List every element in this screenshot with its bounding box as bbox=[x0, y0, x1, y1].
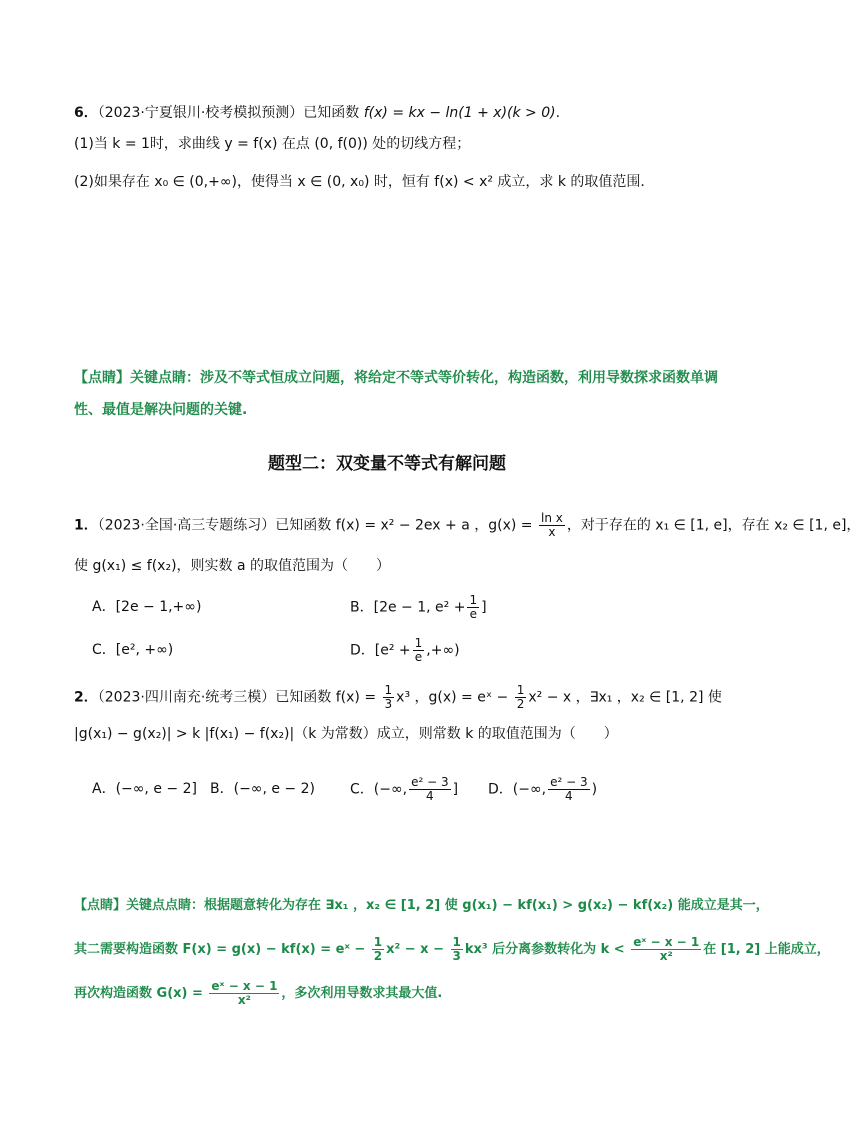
q2-source: （2023·四川南充·统考三模） bbox=[97, 689, 276, 706]
note1-line1: 【点睛】关键点睛：涉及不等式恒成立问题，将给定不等式等价转化，构造函数，利用导数探求函数单调 bbox=[74, 370, 718, 386]
q1-option-d[interactable]: D．[e² + $\frac{1}{e}$ ,+∞) bbox=[350, 636, 460, 664]
q1-source: （2023·全国·高三专题练习） bbox=[97, 517, 276, 534]
q2-line2: |g(x₁) − g(x₂)| > k |f(x₁) − f(x₂)|（k 为常数）成立，则常数 k 的取值范围为（ ） bbox=[74, 726, 618, 742]
note2-line2: 其二需要构造函数 F(x) = g(x) − kf(x) = eˣ − $\frac{1}{2}$ x² − x − $\frac{1}{3}$ kx³ 后分离参数转化为 k < $\frac{\text{eˣ − x − 1}}{\text{x²}}$ 在 [1, 2] 上能成立， bbox=[74, 935, 830, 963]
note2-line1: 【点睛】关键点点睛：根据题意转化为存在 ∃x₁ ，x₂ ∈ [1, 2] 使 g(x₁) − kf(x₁) > g(x₂) − kf(x₂) 能成立是其一， bbox=[74, 898, 769, 913]
q2-option-a[interactable]: A．(−∞, e − 2] bbox=[92, 781, 197, 797]
section-title: 题型二：双变量不等式有解问题 bbox=[268, 454, 506, 474]
q1-g-fraction: $\frac{\text{ln x}}{x}$ bbox=[540, 511, 563, 539]
q6-number: 6． bbox=[74, 105, 98, 121]
q6-part1: (1)当 k = 1时，求曲线 y = f(x) 在点 (0, f(0)) 处的切线方程； bbox=[74, 136, 471, 152]
q2-stem: 2．（2023·四川南充·统考三模）已知函数 f(x) = $\frac{1}{3}$ x³ ，g(x) = eˣ − $\frac{1}{2}$ x² − x ，∃x₁ ，x₂ ∈ [1, 2] 使 bbox=[74, 683, 722, 711]
q2-option-d[interactable]: D．(−∞, $\frac{\text{e² − 3}}{4}$ ) bbox=[488, 775, 598, 803]
q2-option-b[interactable]: B．(−∞, e − 2) bbox=[210, 781, 315, 797]
q2-option-c[interactable]: C．(−∞, $\frac{\text{e² − 3}}{4}$ ] bbox=[350, 775, 459, 803]
q6-source: （2023·宁夏银川·校考模拟预测） bbox=[97, 105, 304, 121]
note1-line2: 性、最值是解决问题的关键. bbox=[74, 402, 248, 418]
q6-part2: (2)如果存在 x₀ ∈ (0,+∞)，使得当 x ∈ (0, x₀) 时，恒有 f(x) < x² 成立，求 k 的取值范围. bbox=[74, 174, 645, 190]
q1-number: 1． bbox=[74, 517, 98, 534]
q1-option-b[interactable]: B．[2e − 1, e² + $\frac{1}{e}$ ] bbox=[350, 593, 487, 621]
note2-line3: 再次构造函数 G(x) = $\frac{\text{eˣ − x − 1}}{\text{x²}}$ ，多次利用导数求其最大值. bbox=[74, 979, 443, 1007]
q1-option-a[interactable]: A．[2e − 1,+∞) bbox=[92, 599, 202, 615]
q1-line2: 使 g(x₁) ≤ f(x₂)，则实数 a 的取值范围为（ ） bbox=[74, 558, 391, 574]
q2-number: 2． bbox=[74, 689, 98, 706]
q6-stem: 6．（2023·宁夏银川·校考模拟预测）已知函数 f(x) = kx − ln(1 + x)(k > 0). bbox=[74, 105, 561, 121]
q1-stem: 1．（2023·全国·高三专题练习）已知函数 f(x) = x² − 2ex + a ，g(x) = $\frac{\text{ln x}}{x}$ ，对于存在的 x₁ ∈ [1, e]，存在 x₂ ∈ [1, e]， bbox=[74, 511, 860, 539]
q1-option-c[interactable]: C．[e², +∞) bbox=[92, 642, 174, 658]
q6-function: f(x) = kx − ln(1 + x)(k > 0) bbox=[363, 105, 556, 121]
